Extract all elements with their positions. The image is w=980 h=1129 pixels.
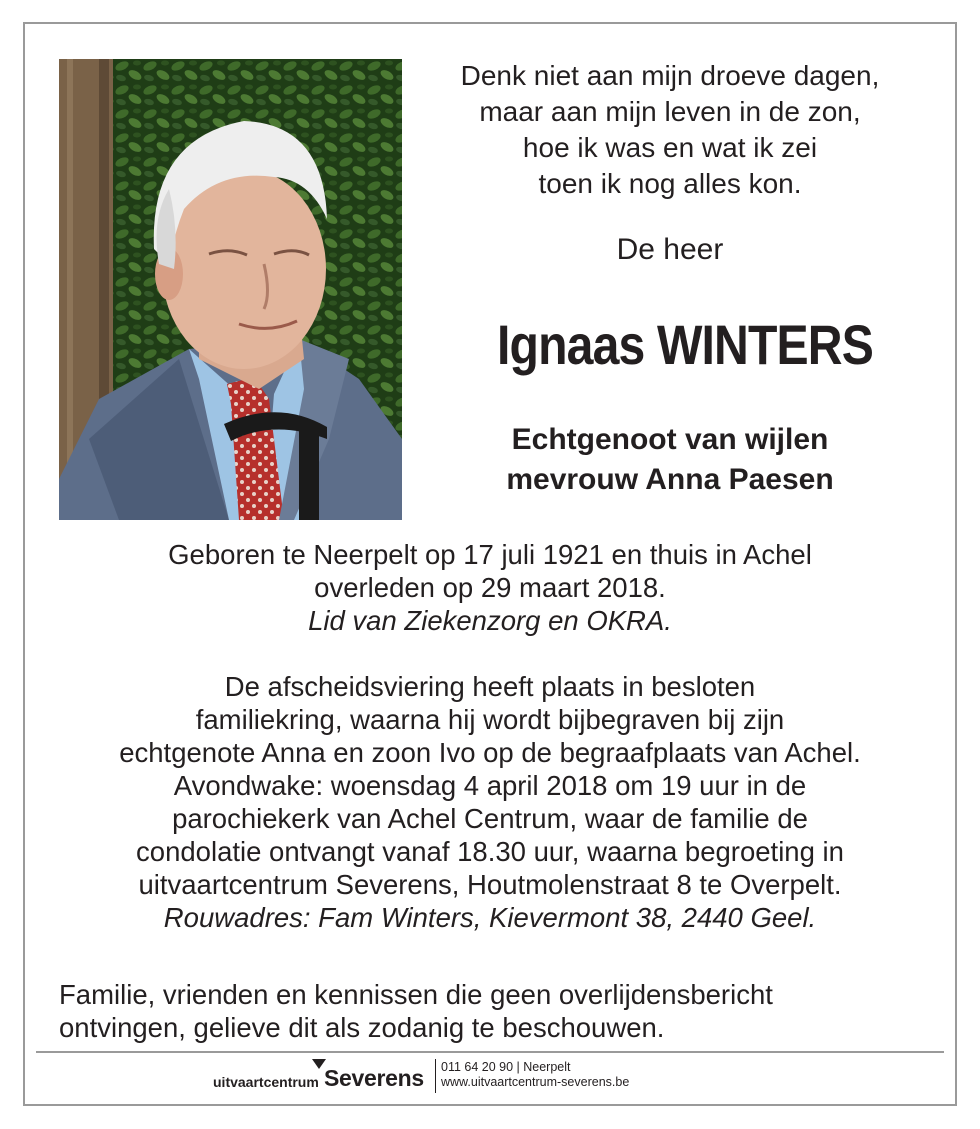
poem-line: hoe ik was en wat ik zei — [522, 132, 818, 163]
poem — [420, 58, 920, 202]
ceremony-line: parochiekerk van Achel Centrum, waar de familie de — [172, 803, 808, 834]
poem-line: maar aan mijn leven in de zon, — [479, 96, 861, 127]
footer-separator — [435, 1059, 436, 1093]
footer-divider — [36, 1051, 944, 1053]
closing-line: ontvingen, gelieve dit als zodanig te beschouwen. — [59, 1012, 665, 1043]
portrait-photo — [59, 59, 402, 520]
ceremony-line: echtgenote Anna en zoon Ivo op de begraafplaats van Achel. — [119, 737, 861, 768]
poem-line: Denk niet aan mijn droeve dagen, — [460, 60, 880, 91]
footer-website[interactable]: www.uitvaartcentrum-severens.be — [441, 1075, 630, 1089]
ceremony-line: uitvaartcentrum Severens, Houtmolenstraat 8 te Overpelt. — [138, 869, 842, 900]
closing-line: Familie, vrienden en kennissen die geen overlijdensbericht — [59, 979, 773, 1010]
ceremony-line: De afscheidsviering heeft plaats in besloten — [224, 671, 756, 702]
spouse-line: mevrouw Anna Paesen — [506, 463, 834, 496]
poem-line: toen ik nog alles kon. — [538, 168, 802, 199]
birth-death-block — [40, 538, 940, 637]
footer-phone: 011 64 20 90 | Neerpelt — [441, 1060, 571, 1074]
footer-prefix: uitvaartcentrum — [213, 1074, 319, 1090]
birth-death-line: overleden op 29 maart 2018. — [314, 572, 666, 603]
spouse-info — [420, 420, 920, 500]
ceremony-block — [40, 670, 940, 934]
ceremony-line: Avondwake: woensdag 4 april 2018 om 19 uur in de — [173, 770, 807, 801]
funeral-home-footer — [0, 1055, 980, 1095]
mourning-address: Rouwadres: Fam Winters, Kievermont 38, 2440 Geel. — [163, 902, 817, 933]
membership: Lid van Ziekenzorg en OKRA. — [308, 605, 672, 636]
ceremony-line: familiekring, waarna hij wordt bijbegraven bij zijn — [195, 704, 785, 735]
footer-contact — [441, 1060, 629, 1090]
footer-brand: Severens — [324, 1065, 424, 1091]
birth-death-line: Geboren te Neerpelt op 17 juli 1921 en thuis in Achel — [168, 539, 812, 570]
ceremony-line: condolatie ontvangt vanaf 18.30 uur, waarna begroeting in — [136, 836, 844, 867]
deceased-name: Ignaas WINTERS — [497, 313, 873, 376]
spouse-line: Echtgenoot van wijlen — [511, 423, 829, 456]
honorific: De heer — [616, 233, 724, 266]
closing-note — [59, 978, 919, 1044]
